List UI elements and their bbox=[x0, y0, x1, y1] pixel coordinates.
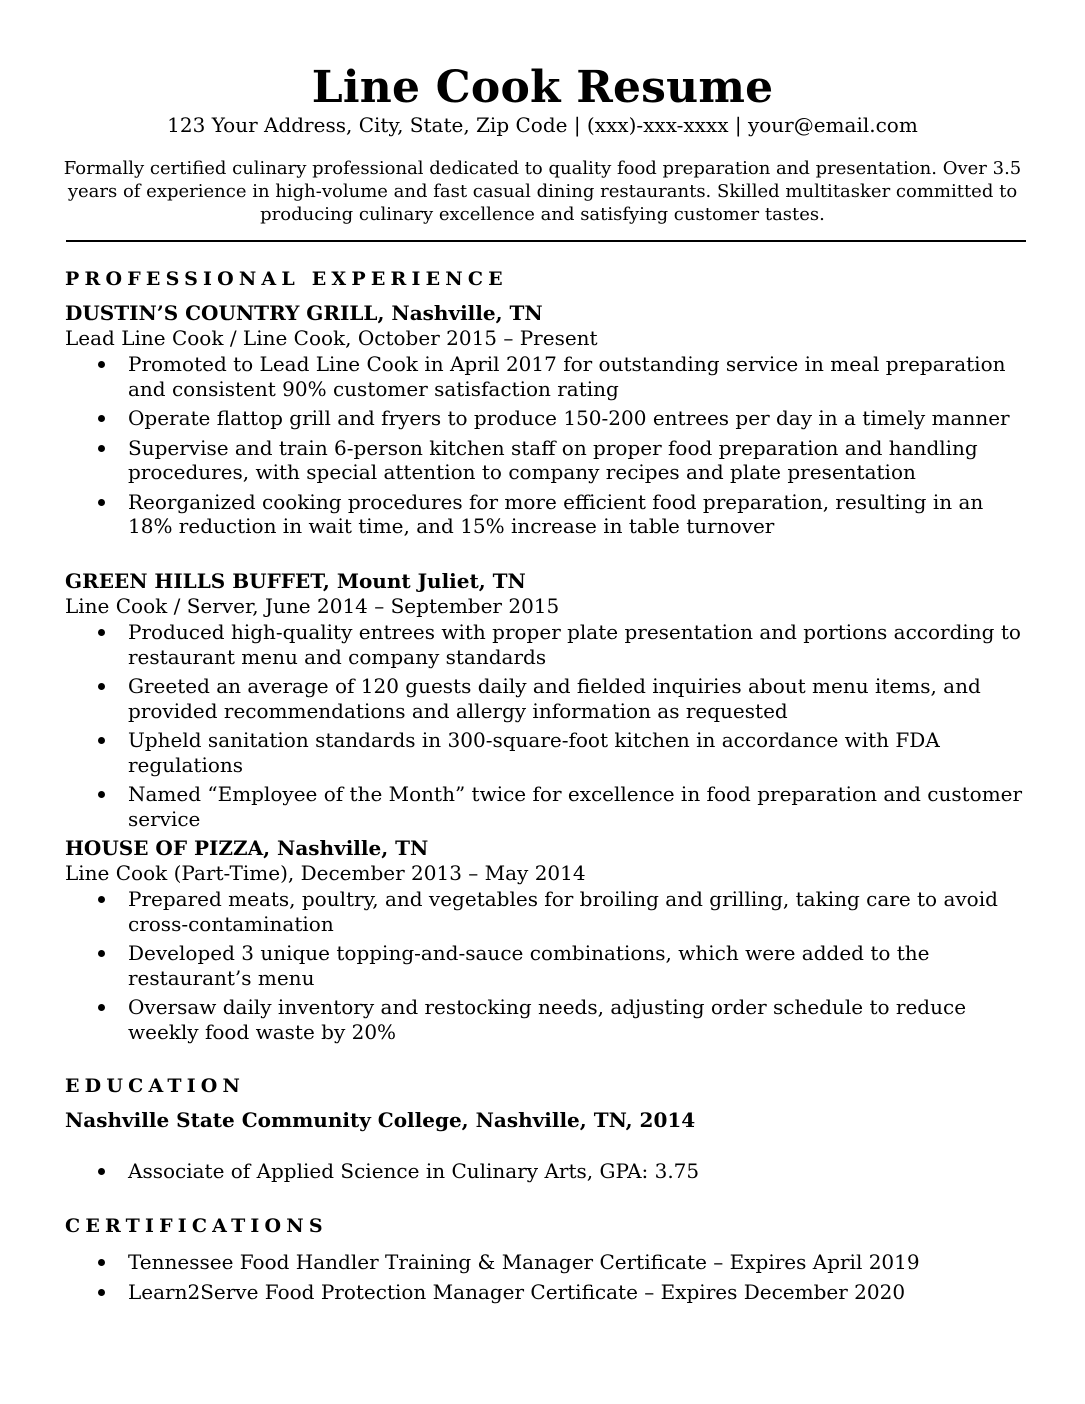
list-item: Prepared meats, poultry, and vegetables for broiling and grilling, taking care to avoid cross-contamination bbox=[128, 887, 1028, 936]
list-item: Developed 3 unique topping-and-sauce combinations, which were added to the restaurant’s menu bbox=[128, 941, 1028, 990]
header-divider bbox=[66, 240, 1026, 242]
education-school: Nashville State Community College, Nashville, TN, 2014 bbox=[65, 1108, 696, 1132]
job-bullet-list bbox=[128, 352, 1028, 544]
job-role: Line Cook (Part-Time), December 2013 – May 2014 bbox=[65, 861, 586, 885]
list-item: Produced high-quality entrees with proper plate presentation and portions according to restaurant menu and company standards bbox=[128, 620, 1028, 669]
certifications-bullet-list bbox=[128, 1250, 1028, 1309]
list-item: Upheld sanitation standards in 300-square-foot kitchen in accordance with FDA regulations bbox=[128, 728, 1028, 777]
job-role: Line Cook / Server, June 2014 – September 2015 bbox=[65, 594, 560, 618]
section-heading-education: EDUCATION bbox=[65, 1075, 246, 1097]
job-employer: GREEN HILLS BUFFET, Mount Juliet, TN bbox=[65, 569, 526, 593]
job-bullet-list bbox=[128, 620, 1028, 836]
list-item: Learn2Serve Food Protection Manager Certificate – Expires December 2020 bbox=[128, 1280, 1028, 1305]
list-item: Associate of Applied Science in Culinary Arts, GPA: 3.75 bbox=[128, 1159, 1028, 1184]
list-item: Oversaw daily inventory and restocking needs, adjusting order schedule to reduce weekly food waste by 20% bbox=[128, 995, 1028, 1044]
job-bullet-list bbox=[128, 887, 1028, 1049]
job-employer: HOUSE OF PIZZA, Nashville, TN bbox=[65, 836, 429, 860]
education-bullet-list bbox=[128, 1159, 1028, 1189]
job-employer: DUSTIN’S COUNTRY GRILL, Nashville, TN bbox=[65, 301, 543, 325]
job-role: Lead Line Cook / Line Cook, October 2015 – Present bbox=[65, 326, 598, 350]
summary-paragraph: Formally certified culinary professional dedicated to quality food preparation and presentation. Over 3.5 years of experience in high-volume and fast casual dining restaurants. Skilled multitasker committed to producing culinary excellence and satisfying customer tastes. bbox=[63, 158, 1022, 225]
list-item: Operate flattop grill and fryers to produce 150-200 entrees per day in a timely manner bbox=[128, 406, 1028, 431]
list-item: Tennessee Food Handler Training & Manager Certificate – Expires April 2019 bbox=[128, 1250, 1028, 1275]
section-heading-certifications: CERTIFICATIONS bbox=[65, 1215, 328, 1237]
list-item: Greeted an average of 120 guests daily and fielded inquiries about menu items, and provided recommendations and allergy information as requested bbox=[128, 674, 1028, 723]
list-item: Reorganized cooking procedures for more efficient food preparation, resulting in an 18% reduction in wait time, and 15% increase in table turnover bbox=[128, 490, 1028, 539]
list-item: Named “Employee of the Month” twice for excellence in food preparation and customer service bbox=[128, 782, 1028, 831]
list-item: Supervise and train 6-person kitchen staff on proper food preparation and handling procedures, with special attention to company recipes and plate presentation bbox=[128, 436, 1028, 485]
section-heading-experience: PROFESSIONAL EXPERIENCE bbox=[65, 268, 508, 290]
contact-line: 123 Your Address, City, State, Zip Code | (xxx)-xxx-xxxx | your@email.com bbox=[167, 113, 918, 137]
resume-title: Line Cook Resume bbox=[311, 62, 774, 113]
list-item: Promoted to Lead Line Cook in April 2017 for outstanding service in meal preparation and consistent 90% customer satisfaction rating bbox=[128, 352, 1028, 401]
